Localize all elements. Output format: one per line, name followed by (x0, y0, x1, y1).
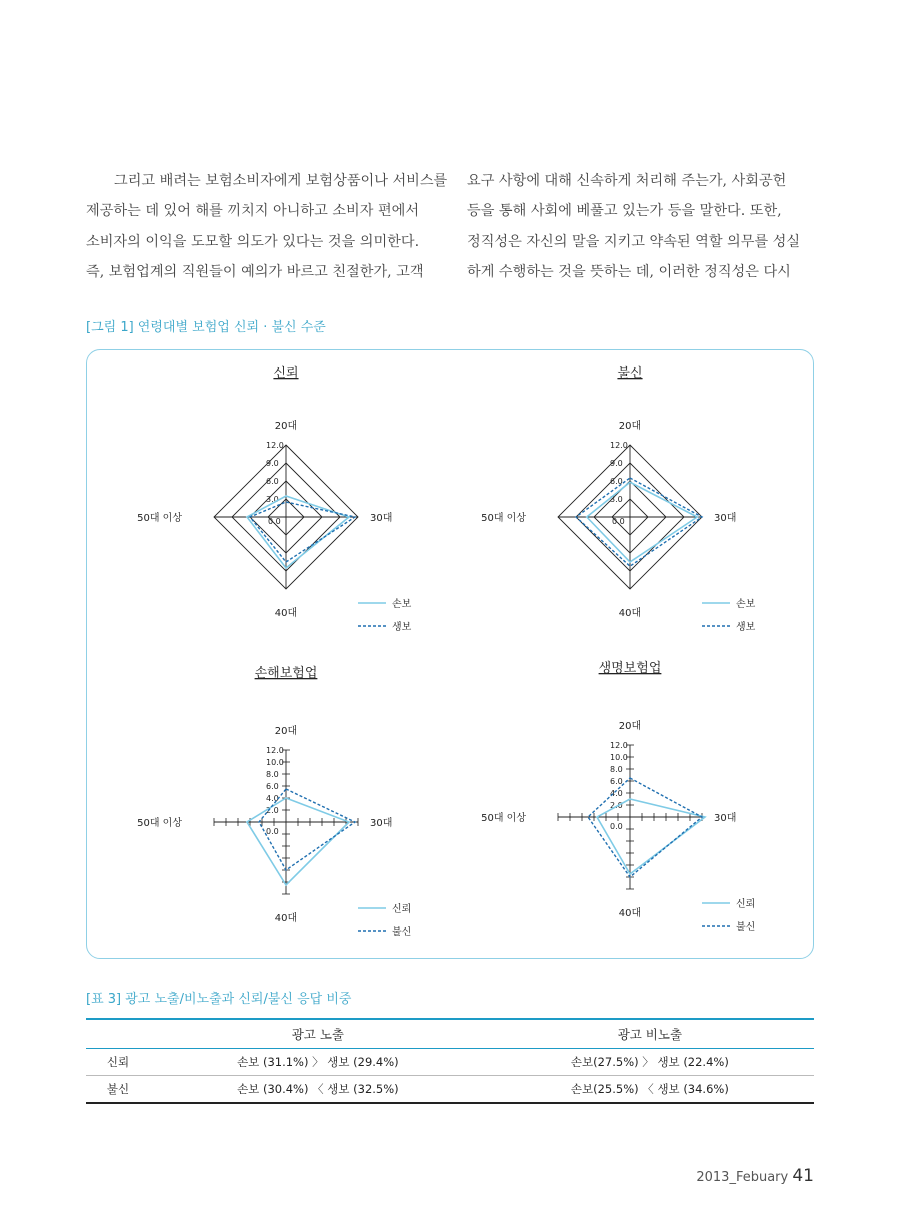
tick-label: 6.0 (610, 777, 623, 786)
tick-label: 4.0 (610, 789, 623, 798)
axis-label: 50대 이상 (481, 813, 526, 824)
axis-label: 20대 (274, 726, 298, 737)
tick-label: 6.0 (266, 782, 279, 791)
body-line: 소비자의 이익을 도모할 의도가 있다는 것을 의미한다. (86, 233, 420, 250)
legend-label: 불신 (392, 927, 412, 938)
tick-label: 0.0 (610, 822, 623, 831)
series-line (250, 502, 355, 562)
tick-label: 9.0 (610, 459, 623, 468)
chart-title: 불신 (617, 366, 643, 381)
table-header-unexposed: 광고 비노출 (486, 1019, 814, 1049)
table-header-row (86, 1019, 814, 1049)
tick-label: 12.0 (266, 441, 284, 450)
axis-label: 30대 (370, 818, 393, 829)
figure-box (86, 349, 814, 959)
row-label: 불신 (86, 1076, 150, 1104)
chart-title: 생명보험업 (598, 661, 662, 676)
cell-unexposed: 손보(27.5%) 〉 생보 (22.4%) (486, 1049, 814, 1076)
legend-label: 신뢰 (736, 899, 756, 910)
row-label: 신뢰 (86, 1049, 150, 1076)
chart-title: 손해보험업 (254, 666, 318, 681)
legend-label: 생보 (736, 622, 756, 633)
legend-label: 생보 (392, 622, 412, 633)
radar-charts (87, 350, 815, 960)
tick-label: 4.0 (266, 794, 279, 803)
tick-label: 8.0 (266, 770, 279, 779)
chart-title: 신뢰 (273, 366, 299, 381)
tick-label: 12.0 (610, 441, 628, 450)
axis-label: 40대 (618, 608, 642, 619)
tick-label: 10.0 (266, 758, 284, 767)
table-header-stub (86, 1019, 150, 1049)
cell-unexposed: 손보(25.5%) 〈 생보 (34.6%) (486, 1076, 814, 1104)
tick-label: 2.0 (610, 801, 623, 810)
axis-label: 50대 이상 (137, 818, 182, 829)
page-footer (696, 1166, 814, 1186)
tick-label: 3.0 (266, 495, 279, 504)
legend-label: 신뢰 (392, 904, 412, 915)
tick-label: 0.0 (266, 827, 279, 836)
page-number: 41 (792, 1166, 814, 1186)
series-line (576, 478, 702, 566)
body-text-left (86, 166, 448, 287)
axis-label: 40대 (618, 908, 642, 919)
legend-label: 손보 (736, 599, 756, 610)
results-table (86, 1018, 814, 1104)
table-row (86, 1076, 814, 1104)
tick-label: 8.0 (610, 765, 623, 774)
axis-label: 20대 (618, 421, 642, 432)
axis-label: 30대 (370, 513, 393, 524)
table-caption: [표 3] 광고 노출/비노출과 신뢰/불신 응답 비중 (86, 992, 352, 1007)
figure-caption: [그림 1] 연령대별 보험업 신뢰 · 불신 수준 (86, 320, 326, 335)
legend-label: 불신 (736, 922, 756, 933)
axis-label: 20대 (618, 721, 642, 732)
table-header-exposed: 광고 노출 (150, 1019, 486, 1049)
tick-label: 10.0 (610, 753, 628, 762)
axis-label: 40대 (274, 608, 298, 619)
body-line: 요구 사항에 대해 신속하게 처리해 주는가, 사회공헌 (467, 173, 787, 189)
body-line: 하게 수행하는 것을 뜻하는 데, 이러한 정직성은 다시 (467, 263, 791, 280)
body-text-right (467, 166, 815, 287)
axis-label: 20대 (274, 421, 298, 432)
axis-label: 30대 (714, 813, 737, 824)
body-line: 등을 통해 사회에 베풀고 있는가 등을 말한다. 또한, (467, 203, 782, 220)
tick-label: 0.0 (268, 517, 281, 526)
tick-label: 2.0 (266, 806, 279, 815)
tick-label: 9.0 (266, 459, 279, 468)
cell-exposed: 손보 (31.1%) 〉 생보 (29.4%) (150, 1049, 486, 1076)
body-line: 정직성은 자신의 말을 지키고 약속된 역할 의무를 성실 (467, 233, 801, 250)
body-line: 즉, 보험업계의 직원들이 예의가 바르고 친절한가, 고객 (86, 263, 424, 280)
cell-exposed: 손보 (30.4%) 〈 생보 (32.5%) (150, 1076, 486, 1104)
tick-label: 6.0 (610, 477, 623, 486)
axis-label: 50대 이상 (481, 513, 526, 524)
series-line (587, 482, 697, 562)
issue-label: 2013_Febuary (696, 1170, 789, 1185)
legend-label: 손보 (392, 599, 412, 610)
axis-label: 30대 (714, 513, 737, 524)
tick-label: 0.0 (612, 517, 625, 526)
body-line: 제공하는 데 있어 해를 끼치지 아니하고 소비자 편에서 (86, 203, 420, 220)
axis-label: 50대 이상 (137, 513, 182, 524)
axis-label: 40대 (274, 913, 298, 924)
tick-label: 3.0 (610, 495, 623, 504)
tick-label: 12.0 (610, 741, 628, 750)
tick-label: 12.0 (266, 746, 284, 755)
table-row (86, 1049, 814, 1076)
tick-label: 6.0 (266, 477, 279, 486)
body-line: 그리고 배려는 보험소비자에게 보험상품이나 서비스를 (114, 173, 448, 189)
